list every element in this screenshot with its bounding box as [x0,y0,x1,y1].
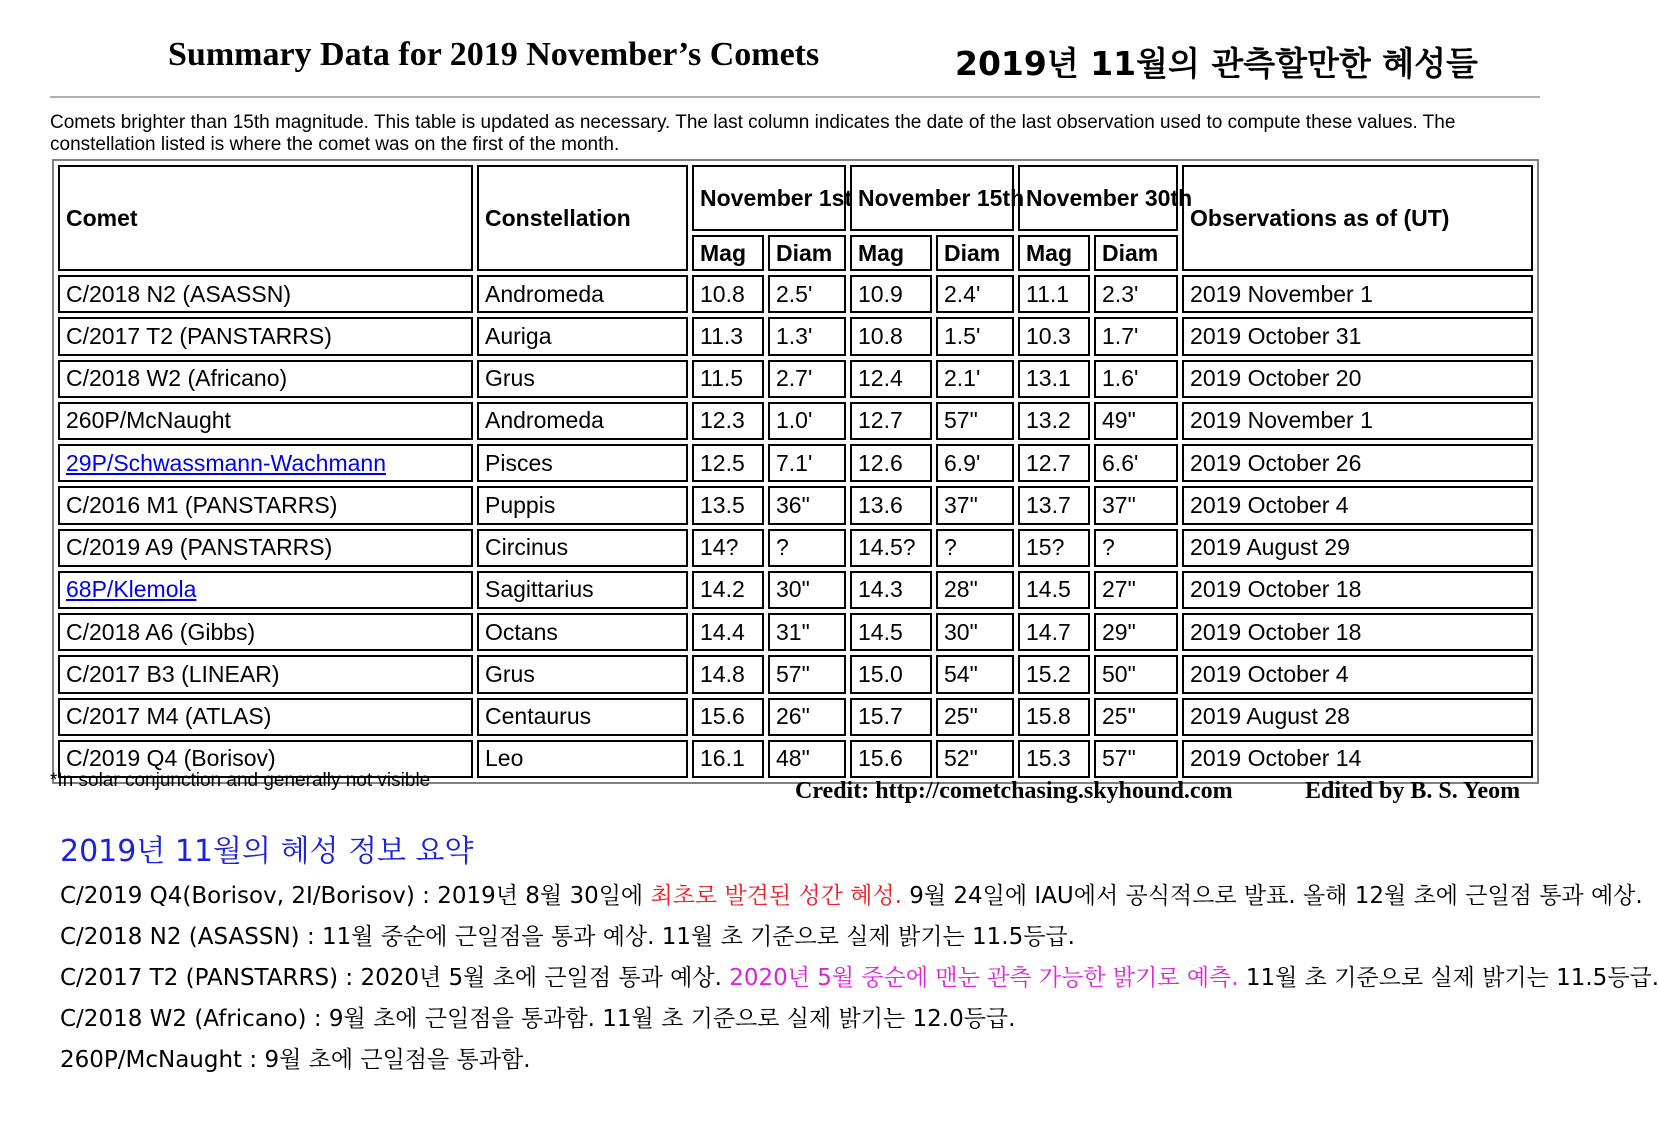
summary-line [60,999,1560,1040]
observation-date-cell: 2019 October 18 [1182,571,1533,609]
comet-name-cell: C/2018 W2 (Africano) [58,360,473,398]
comet-link[interactable]: 29P/Schwassmann-Wachmann [66,449,387,476]
constellation-cell: Circinus [477,529,688,567]
mag-nov15-cell: 10.9 [850,275,932,313]
diam-nov15-cell: 52" [936,740,1014,778]
mag-nov15-cell: 14.3 [850,571,932,609]
mag-nov30-cell: 13.2 [1018,402,1090,440]
comet-table-body [58,275,1533,778]
diam-nov15-cell: 54" [936,655,1014,693]
constellation-cell: Grus [477,655,688,693]
mag-nov30-cell: 15.8 [1018,698,1090,736]
comet-name-cell: C/2016 M1 (PANSTARRS) [58,486,473,524]
header-mag: Mag [850,235,932,271]
mag-nov15-cell: 13.6 [850,486,932,524]
mag-nov15-cell: 15.0 [850,655,932,693]
edited-by: Edited by B. S. Yeom [1305,778,1521,804]
table-row [58,317,1533,355]
diam-nov30-cell: 50" [1094,655,1178,693]
header-comet: Comet [58,165,473,271]
diam-nov1-cell: 30" [768,571,846,609]
diam-nov30-cell: 25" [1094,698,1178,736]
diam-nov1-cell: 48" [768,740,846,778]
observation-date-cell: 2019 October 14 [1182,740,1533,778]
diam-nov15-cell: 1.5' [936,317,1014,355]
mag-nov1-cell: 11.5 [692,360,764,398]
note-text: C/2018 N2 (ASASSN) : 11월 중순에 근일점을 통과 예상. 11월 초 기준으로 실제 밝기는 11.5등급. [60,924,1075,950]
observation-date-cell: 2019 October 26 [1182,444,1533,482]
comet-name-cell: C/2017 M4 (ATLAS) [58,698,473,736]
constellation-cell: Centaurus [477,698,688,736]
comet-table [54,161,1537,782]
constellation-cell: Leo [477,740,688,778]
mag-nov1-cell: 14.4 [692,613,764,651]
diam-nov1-cell: 26" [768,698,846,736]
note-text: C/2018 W2 (Africano) : 9월 초에 근일점을 통과함. 11월 초 기준으로 실제 밝기는 12.0등급. [60,1006,1016,1032]
diam-nov30-cell: 1.6' [1094,360,1178,398]
intro-text: Comets brighter than 15th magnitude. This table is updated as necessary. The last column indicates the date of the last observation used to compute these values. The constellation listed is where the comet was on the first of the month. [50,112,1456,155]
diam-nov15-cell: ? [936,529,1014,567]
summary-line [60,958,1659,999]
table-row [58,613,1533,651]
mag-nov1-cell: 14.8 [692,655,764,693]
comet-name-cell: C/2019 Q4 (Borisov) [58,740,473,778]
mag-nov15-cell: 14.5? [850,529,932,567]
page-title-english: Summary Data for 2019 November’s Comets [168,36,820,73]
summary-line [60,917,1560,958]
header-november-15th-label: November 15th [858,184,1025,211]
header-november-15th [850,165,1025,231]
mag-nov1-cell: 15.6 [692,698,764,736]
table-row [58,444,1533,482]
diam-nov1-cell: 2.7' [768,360,846,398]
diam-nov30-cell: 57" [1094,740,1178,778]
mag-nov30-cell: 15.3 [1018,740,1090,778]
constellation-cell: Octans [477,613,688,651]
constellation-cell: Auriga [477,317,688,355]
diam-nov15-cell: 30" [936,613,1014,651]
comet-link[interactable]: 68P/Klemola [66,576,197,603]
observation-date-cell: 2019 November 1 [1182,402,1533,440]
header-mag: Mag [1018,235,1090,271]
observation-date-cell: 2019 August 29 [1182,529,1533,567]
comet-name-cell [58,444,473,482]
constellation-cell: Sagittarius [477,571,688,609]
table-row [58,402,1533,440]
mag-nov15-cell: 14.5 [850,613,932,651]
mag-nov1-cell: 13.5 [692,486,764,524]
mag-nov30-cell: 15? [1018,529,1090,567]
diam-nov1-cell: 36" [768,486,846,524]
observation-date-cell: 2019 August 28 [1182,698,1533,736]
comet-table-frame [52,159,1539,784]
mag-nov15-cell: 10.8 [850,317,932,355]
summary-title: 2019년 11월의 혜성 정보 요약 [60,834,474,869]
diam-nov1-cell: 1.0' [768,402,846,440]
diam-nov1-cell: 31" [768,613,846,651]
diam-nov15-cell: 25" [936,698,1014,736]
constellation-cell: Andromeda [477,402,688,440]
comet-name-cell: C/2017 B3 (LINEAR) [58,655,473,693]
note-text: 11월 초 기준으로 실제 밝기는 11.5등급. [1238,965,1659,991]
mag-nov30-cell: 14.7 [1018,613,1090,651]
diam-nov1-cell: 57" [768,655,846,693]
constellation-cell: Grus [477,360,688,398]
diam-nov30-cell: 37" [1094,486,1178,524]
note-text: C/2019 Q4(Borisov, 2I/Borisov) : 2019년 8월 30일에 [60,883,651,909]
mag-nov30-cell: 15.2 [1018,655,1090,693]
summary-line [60,876,1643,917]
diam-nov1-cell: ? [768,529,846,567]
mag-nov1-cell: 12.3 [692,402,764,440]
header-november-30th [1018,165,1193,231]
mag-nov1-cell: 16.1 [692,740,764,778]
header-observations: Observations as of (UT) [1182,165,1533,271]
mag-nov1-cell: 14? [692,529,764,567]
header-november-30th-label: November 30th [1026,184,1193,211]
summary-notes [60,876,1659,1081]
observation-date-cell: 2019 October 18 [1182,613,1533,651]
diam-nov30-cell: 29" [1094,613,1178,651]
table-row [58,655,1533,693]
header-november-1st [692,165,853,231]
diam-nov1-cell: 7.1' [768,444,846,482]
footnote: *In solar conjunction and generally not visible [50,770,431,791]
diam-nov1-cell: 1.3' [768,317,846,355]
mag-nov15-cell: 12.7 [850,402,932,440]
mag-nov30-cell: 14.5 [1018,571,1090,609]
mag-nov1-cell: 11.3 [692,317,764,355]
mag-nov1-cell: 10.8 [692,275,764,313]
diam-nov15-cell: 6.9' [936,444,1014,482]
observation-date-cell: 2019 November 1 [1182,275,1533,313]
mag-nov15-cell: 12.6 [850,444,932,482]
highlighted-text: 2020년 5월 중순에 맨눈 관측 가능한 밝기로 예측. [729,965,1239,991]
header-mag: Mag [692,235,764,271]
header-divider [50,96,1540,98]
constellation-cell: Andromeda [477,275,688,313]
diam-nov15-cell: 2.4' [936,275,1014,313]
header-november-1st-label: November 1st [700,184,853,211]
table-row [58,360,1533,398]
observation-date-cell: 2019 October 31 [1182,317,1533,355]
mag-nov15-cell: 12.4 [850,360,932,398]
comet-name-cell: C/2018 A6 (Gibbs) [58,613,473,651]
diam-nov15-cell: 57" [936,402,1014,440]
diam-nov30-cell: 6.6' [1094,444,1178,482]
comet-name-cell: C/2019 A9 (PANSTARRS) [58,529,473,567]
summary-line [60,1040,1560,1081]
observation-date-cell: 2019 October 20 [1182,360,1533,398]
diam-nov15-cell: 28" [936,571,1014,609]
mag-nov15-cell: 15.6 [850,740,932,778]
mag-nov30-cell: 13.1 [1018,360,1090,398]
comet-name-cell: C/2018 N2 (ASASSN) [58,275,473,313]
credit: Credit: http://cometchasing.skyhound.com [795,778,1233,804]
mag-nov30-cell: 10.3 [1018,317,1090,355]
header-diam: Diam [936,235,1014,271]
constellation-cell: Puppis [477,486,688,524]
header-diam: Diam [768,235,846,271]
constellation-cell: Pisces [477,444,688,482]
diam-nov30-cell: 49" [1094,402,1178,440]
diam-nov30-cell: 27" [1094,571,1178,609]
note-text: 9월 24일에 IAU에서 공식적으로 발표. 올해 12월 초에 근일점 통과 예상. [901,883,1643,909]
page-title-korean: 2019년 11월의 관측할만한 혜성들 [955,44,1478,83]
header-constellation: Constellation [477,165,688,271]
header-diam: Diam [1094,235,1178,271]
mag-nov15-cell: 15.7 [850,698,932,736]
diam-nov15-cell: 37" [936,486,1014,524]
diam-nov15-cell: 2.1' [936,360,1014,398]
table-row [58,275,1533,313]
diam-nov1-cell: 2.5' [768,275,846,313]
observation-date-cell: 2019 October 4 [1182,486,1533,524]
table-row [58,486,1533,524]
diam-nov30-cell: 1.7' [1094,317,1178,355]
mag-nov30-cell: 11.1 [1018,275,1090,313]
comet-name-cell: C/2017 T2 (PANSTARRS) [58,317,473,355]
note-text: 260P/McNaught : 9월 초에 근일점을 통과함. [60,1047,531,1073]
note-text: C/2017 T2 (PANSTARRS) : 2020년 5월 초에 근일점 통과 예상. [60,965,730,991]
mag-nov30-cell: 13.7 [1018,486,1090,524]
highlighted-text: 최초로 발견된 성간 혜성. [650,883,902,909]
comet-name-cell: 260P/McNaught [58,402,473,440]
observation-date-cell: 2019 October 4 [1182,655,1533,693]
mag-nov1-cell: 14.2 [692,571,764,609]
mag-nov1-cell: 12.5 [692,444,764,482]
table-row [58,698,1533,736]
diam-nov30-cell: ? [1094,529,1178,567]
table-row [58,571,1533,609]
table-row [58,529,1533,567]
mag-nov30-cell: 12.7 [1018,444,1090,482]
diam-nov30-cell: 2.3' [1094,275,1178,313]
comet-name-cell [58,571,473,609]
